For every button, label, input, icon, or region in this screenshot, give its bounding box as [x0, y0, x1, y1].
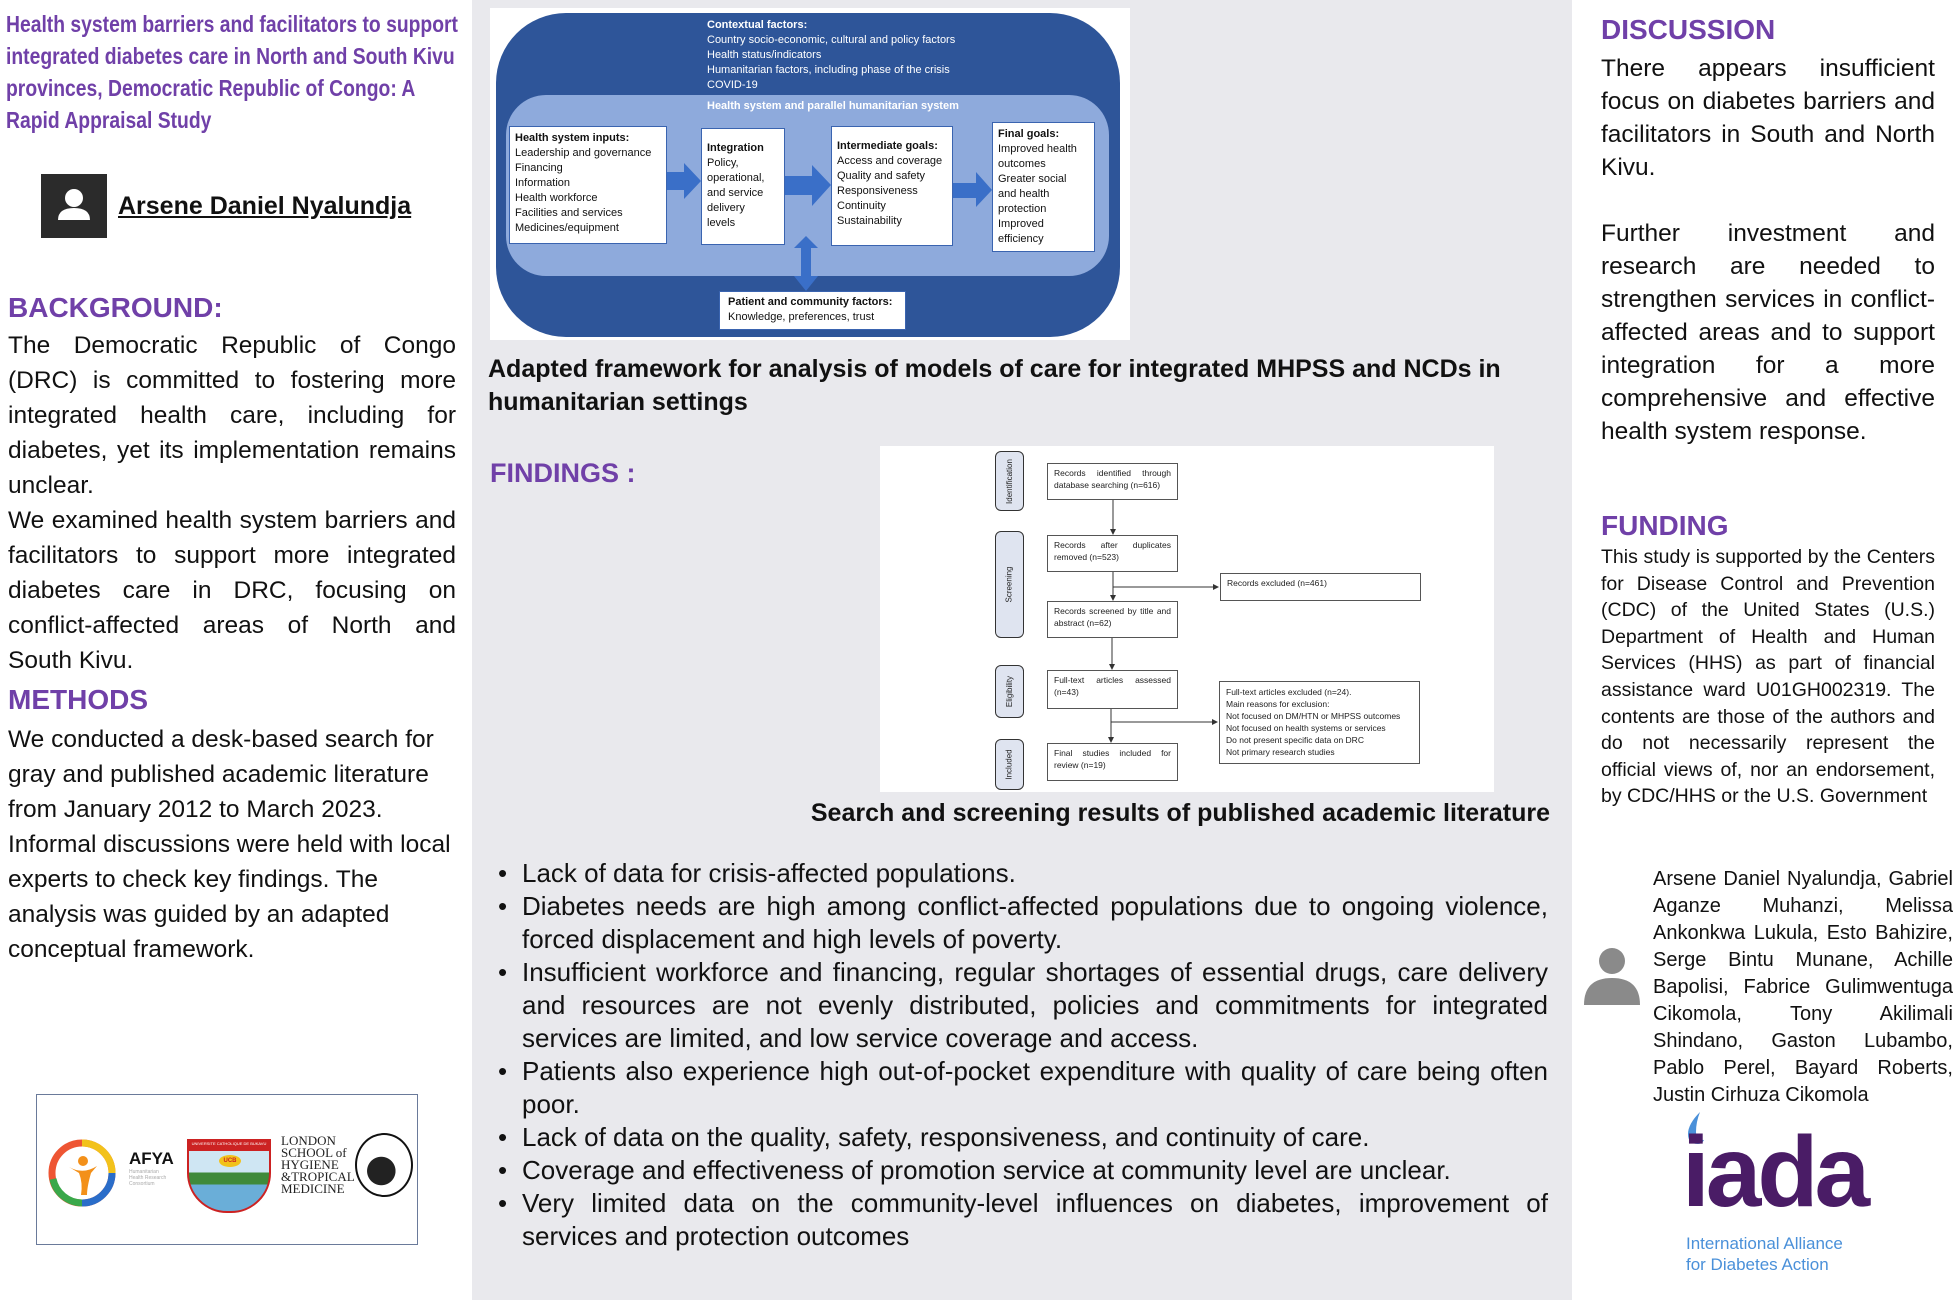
- box-heading: Integration: [707, 142, 764, 154]
- discussion-p1: There appears insufficient focus on diabetes barriers and facilitators in South and North Kivu.: [1601, 55, 1935, 181]
- methods-line: from January 2012 to March 2023.: [8, 796, 383, 823]
- methods-line: gray and published academic literature: [8, 761, 429, 788]
- lshtm-seal-icon: [355, 1133, 413, 1197]
- box-item: protection: [998, 203, 1047, 215]
- box-item: Access and coverage: [837, 155, 943, 167]
- flow-deduplicated: Records after duplicates removed (n=523): [1047, 535, 1178, 572]
- methods-text: [8, 722, 468, 967]
- findings-heading: FINDINGS :: [490, 458, 636, 488]
- afya-subtitle: Humanitarian Health Research Consortium: [129, 1169, 167, 1187]
- box-item: levels: [707, 217, 736, 229]
- inputs-box: [509, 126, 667, 244]
- funding-text: This study is supported by the Centers for Disease Control and Prevention (CDC) of the United States (U.S.) Department of Health and Human Services (HHS) as part of financial assistance ward U01GH002319. The contents are those of the authors and do not necessarily represent the official views of, nor an endorsement, by CDC/HHS or the U.S. Government: [1601, 546, 1935, 808]
- final-goals-box: [992, 122, 1095, 252]
- author-list: Arsene Daniel Nyalundja, Gabriel Aganze Muhanzi, Melissa Ankonkwa Lukula, Esto Bahizire, Serge Bintu Munane, Achille Bapolisi, Fabrice Gulimwentuga Cikomola, Tony Akilimali Shindano, Gaston Lubambo, Pablo Perel, Bayard Roberts, Justin Cirhuza Cikomola: [1653, 868, 1953, 1106]
- context-item: Health status/indicators: [707, 49, 822, 61]
- background-p2: We examined health system barriers and facilitators to support more integrated diabetes care in DRC, focusing on conflict-affected areas of North and South Kivu.: [8, 507, 456, 674]
- framework-caption: Adapted framework for analysis of models of care for integrated MHPSS and NCDs in humanitarian settings: [488, 355, 1501, 416]
- system-label: Health system and parallel humanitarian system: [707, 100, 959, 112]
- finding-item: • Insufficient workforce and financing, regular shortages of essential drugs, care delivery and resources are not evenly distributed, policies and commitments for integrated services are limited, and low service coverage and access.: [498, 956, 1548, 1055]
- iada-line: for Diabetes Action: [1686, 1255, 1829, 1274]
- finding-item: • Lack of data on the quality, safety, responsiveness, and continuity of care.: [498, 1121, 1548, 1154]
- flow-excluded-fulltext: [1219, 681, 1420, 764]
- stage-label: Identification: [1005, 458, 1015, 504]
- box-item: outcomes: [998, 158, 1046, 170]
- author-avatar-icon: [41, 174, 107, 238]
- flow-assessed: Full-text articles assessed (n=43): [1047, 670, 1178, 709]
- ucb-logo-icon: [187, 1139, 271, 1213]
- box-item: efficiency: [998, 233, 1044, 245]
- exclusion-line: Do not present specific data on DRC: [1226, 735, 1364, 745]
- finding-item: • Very limited data on the community-level influences on diabetes, improvement of services and protection outcomes: [498, 1187, 1548, 1253]
- lshtm-wordmark: [281, 1135, 355, 1195]
- finding-item: • Coverage and effectiveness of promotion service at community level are unclear.: [498, 1154, 1548, 1187]
- box-item: Greater social: [998, 173, 1067, 185]
- exclusion-line: Main reasons for exclusion:: [1226, 699, 1330, 709]
- arrow-right-icon: [777, 165, 831, 206]
- person-icon: [1584, 948, 1640, 1006]
- methods-line: conceptual framework.: [8, 936, 255, 963]
- methods-line: Informal discussions were held with local: [8, 831, 451, 858]
- lshtm-line: &TROPICAL: [281, 1169, 355, 1184]
- box-item: Leadership and governance: [515, 147, 652, 159]
- box-item: and service: [707, 187, 764, 199]
- box-item: and health: [998, 188, 1050, 200]
- finding-item: • Lack of data for crisis-affected populations.: [498, 857, 1548, 890]
- findings-list: [498, 857, 1548, 1253]
- ucb-sun: UCB: [219, 1155, 241, 1167]
- methods-line: We conducted a desk-based search for: [8, 726, 434, 753]
- box-item: Quality and safety: [837, 170, 926, 182]
- box-item: Financing: [515, 162, 563, 174]
- exclusion-line: Full-text articles excluded (n=24).: [1226, 687, 1352, 697]
- box-item: Information: [515, 177, 571, 189]
- background-p1: The Democratic Republic of Congo (DRC) is committed to fostering more integrated health care, including for diabetes, yet its implementation remains unclear.: [8, 332, 456, 499]
- box-item: Policy,: [707, 157, 739, 169]
- stage-label: Eligibility: [1005, 675, 1014, 708]
- box-item: Health workforce: [515, 192, 598, 204]
- box-heading: Intermediate goals:: [837, 140, 938, 152]
- flow-screened: Records screened by title and abstract (n=62): [1047, 601, 1178, 638]
- prisma-flowchart: [880, 446, 1494, 792]
- stage-label: Screening: [1005, 566, 1014, 603]
- poster-title: Health system barriers and facilitators to support integrated diabetes care in North and South Kivu provinces, Democratic Republic of Congo: A Rapid Appraisal Study: [6, 11, 458, 133]
- exclusion-line: Not primary research studies: [1226, 747, 1335, 757]
- exclusion-line: Not focused on DM/HTN or MHPSS outcomes: [1226, 711, 1401, 721]
- box-item: operational,: [707, 172, 765, 184]
- iada-wordmark: iada: [1682, 1116, 1867, 1228]
- discussion-p2: Further investment and research are needed to strengthen services in conflict-affected areas and to support integration for a more comprehensive and effective health system response.: [1601, 220, 1935, 445]
- integration-box: [701, 128, 785, 245]
- flow-included: Final studies included for review (n=19): [1047, 743, 1178, 781]
- ucb-banner: UNIVERSITE CATHOLIQUE DE BUKAVU: [189, 1141, 269, 1151]
- box-item: Continuity: [837, 200, 886, 212]
- context-item: Humanitarian factors, including phase of the crisis: [707, 64, 950, 76]
- lshtm-line: SCHOOL of: [281, 1145, 347, 1160]
- discussion-heading: DISCUSSION: [1601, 14, 1776, 45]
- finding-item: • Patients also experience high out-of-pocket expenditure with quality of care being often poor.: [498, 1055, 1548, 1121]
- context-item: COVID-19: [707, 79, 758, 91]
- context-heading: Contextual factors:: [707, 19, 808, 31]
- box-item: Knowledge, preferences, trust: [728, 311, 875, 323]
- patient-box: [719, 291, 906, 330]
- stage-label: Included: [1005, 749, 1014, 780]
- box-heading: Health system inputs:: [515, 132, 630, 144]
- flow-identified: Records identified through database searching (n=616): [1047, 463, 1178, 500]
- finding-item: • Diabetes needs are high among conflict-affected populations due to ongoing violence, forced displacement and high levels of poverty.: [498, 890, 1548, 956]
- box-item: Improved health: [998, 143, 1077, 155]
- funding-heading: FUNDING: [1601, 510, 1729, 541]
- flow-excluded-records: Records excluded (n=461): [1220, 573, 1421, 601]
- flow-caption: Search and screening results of published academic literature: [810, 799, 1550, 827]
- lshtm-line: HYGIENE: [281, 1157, 339, 1172]
- box-heading: Final goals:: [998, 128, 1060, 140]
- lshtm-line: LONDON: [281, 1133, 336, 1148]
- iada-line: International Alliance: [1686, 1234, 1843, 1253]
- arrow-updown-icon: [794, 236, 818, 291]
- box-item: Facilities and services: [515, 207, 623, 219]
- partner-logos: [36, 1094, 418, 1245]
- author-name: Arsene Daniel Nyalundja: [118, 192, 412, 220]
- box-item: Improved: [998, 218, 1044, 230]
- exclusion-line: Not focused on health systems or services: [1226, 723, 1386, 733]
- background-heading: BACKGROUND:: [8, 292, 223, 323]
- framework-diagram: [490, 0, 1130, 345]
- lshtm-line: MEDICINE: [281, 1181, 345, 1196]
- methods-line: experts to check key findings. The: [8, 866, 378, 893]
- background-text: [8, 328, 456, 678]
- afya-logo-icon: [47, 1135, 117, 1211]
- afya-wordmark: AFYA: [129, 1149, 174, 1168]
- box-item: delivery: [707, 202, 745, 214]
- box-item: Medicines/equipment: [515, 222, 619, 234]
- box-item: Sustainability: [837, 215, 902, 227]
- intermediate-box: [831, 126, 953, 246]
- box-heading: Patient and community factors:: [728, 296, 893, 308]
- iada-tagline: [1686, 1233, 1843, 1275]
- box-item: Responsiveness: [837, 185, 918, 197]
- methods-line: analysis was guided by an adapted: [8, 901, 390, 928]
- context-item: Country socio-economic, cultural and policy factors: [707, 34, 956, 46]
- iada-logo: [1682, 1112, 1882, 1228]
- methods-heading: METHODS: [8, 684, 148, 715]
